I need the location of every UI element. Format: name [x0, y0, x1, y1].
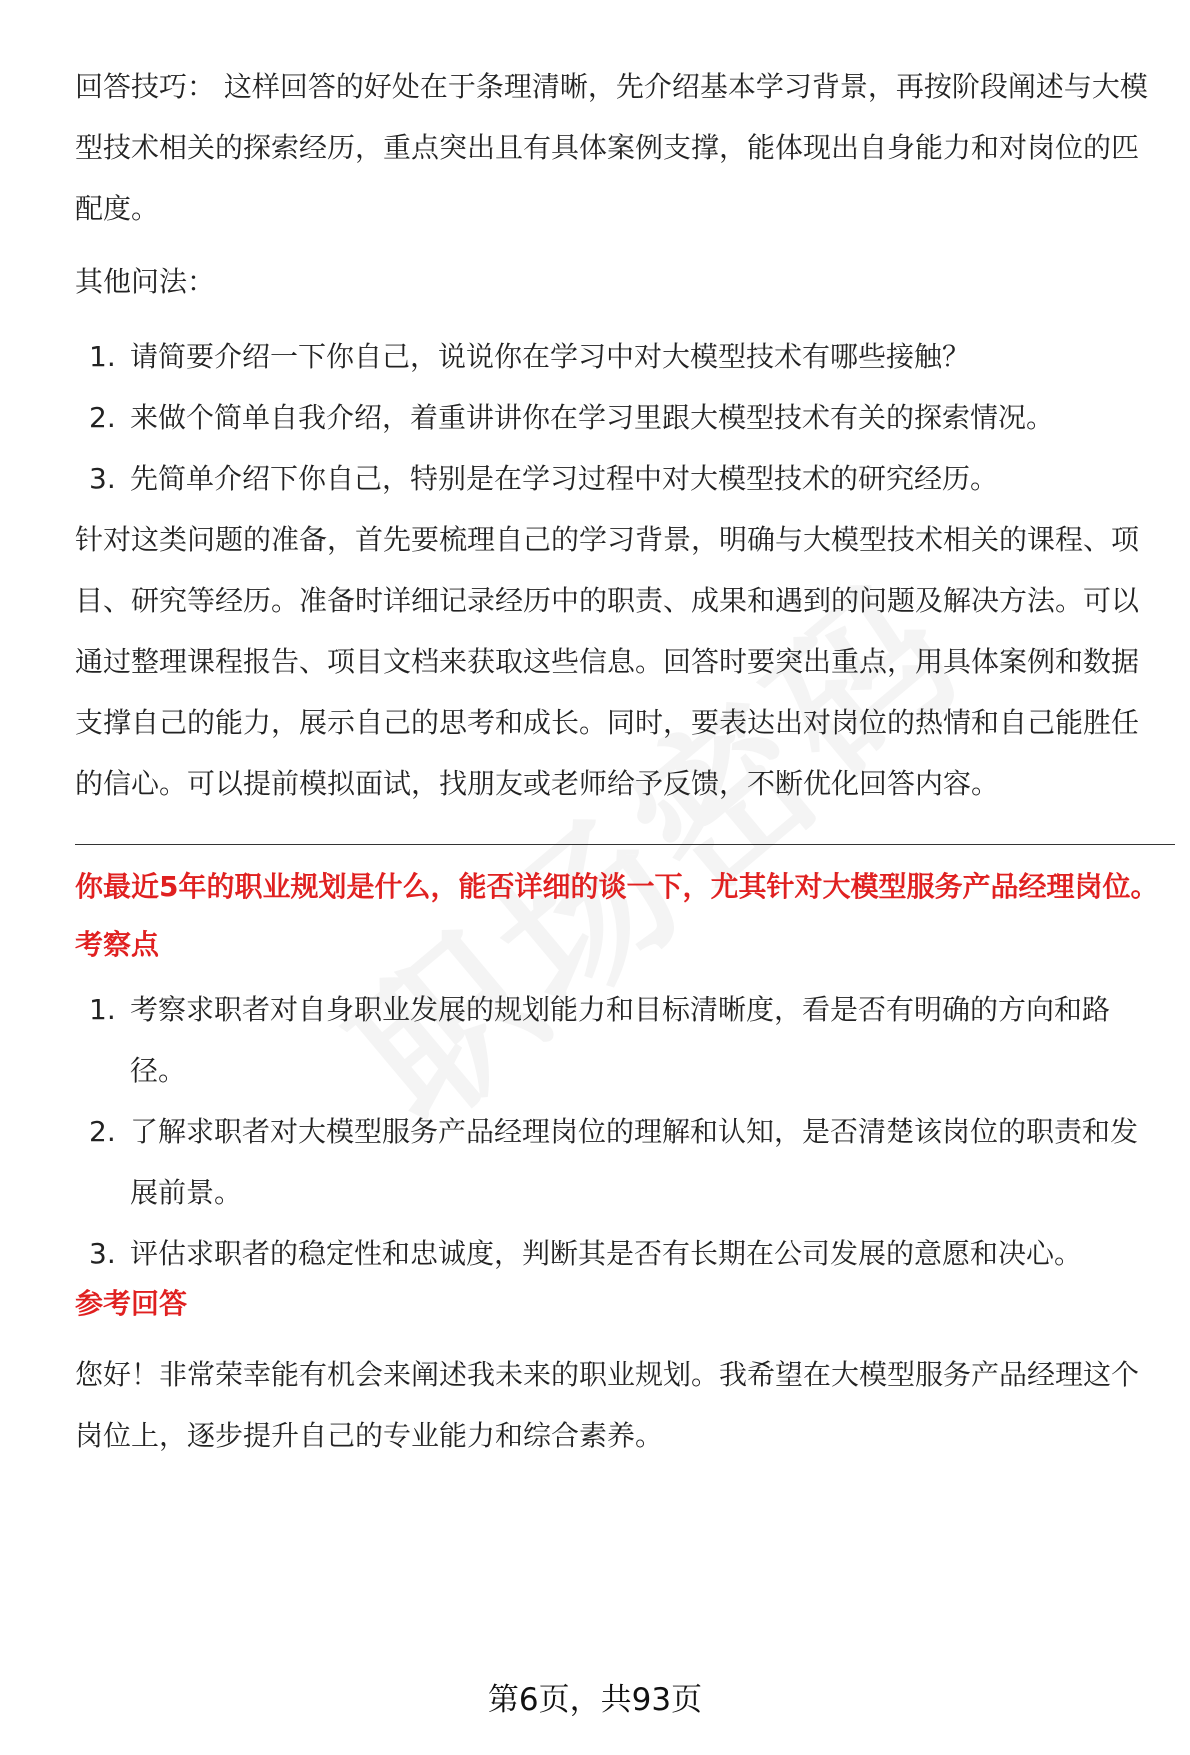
list-item-text: 请简要介绍一下你自己，说说你在学习中对大模型技术有哪些接触？ [130, 340, 971, 373]
page-number: 第6页，共93页 [487, 1682, 703, 1718]
reference-answer: 您好！非常荣幸能有机会来阐述我未来的职业规划。我希望在大模型服务产品经理这个岗位上，逐步提升自己的专业能力和综合素养。 [75, 1358, 1140, 1452]
list-number: 1. [89, 340, 116, 373]
list-number: 3. [89, 1237, 116, 1270]
assessment-list [75, 979, 1165, 1284]
list-number: 3. [89, 462, 116, 495]
answer-tip: 回答技巧： 这样回答的好处在于条理清晰，先介绍基本学习背景，再按阶段阐述与大模型技术相关的探索经历，重点突出且有具体案例支撑，能体现出自身能力和对岗位的匹配度。 [75, 70, 1148, 225]
list-item [75, 979, 1165, 1101]
list-item-text: 了解求职者对大模型服务产品经理岗位的理解和认知，是否清楚该岗位的职责和发展前景。 [130, 1115, 1139, 1209]
list-item [75, 387, 1165, 448]
document-body [75, 56, 1165, 1466]
list-item-text: 来做个简单自我介绍，着重讲讲你在学习里跟大模型技术有关的探索情况。 [130, 401, 1055, 434]
list-item [75, 1101, 1165, 1223]
list-item [75, 1223, 1165, 1284]
section-divider [75, 844, 1175, 845]
other-phrasings-list [75, 326, 1165, 509]
interview-question: 你最近5年的职业规划是什么，能否详细的谈一下，尤其针对大模型服务产品经理岗位。 [75, 870, 1159, 903]
assessment-heading: 考察点 [75, 928, 160, 961]
list-item-text: 评估求职者的稳定性和忠诚度，判断其是否有长期在公司发展的意愿和决心。 [130, 1237, 1083, 1270]
reference-answer-heading: 参考回答 [75, 1287, 188, 1320]
list-number: 2. [89, 401, 116, 434]
list-item-text: 考察求职者对自身职业发展的规划能力和目标清晰度，看是否有明确的方向和路径。 [130, 993, 1111, 1087]
list-number: 1. [89, 993, 116, 1026]
list-number: 2. [89, 1115, 116, 1148]
list-item [75, 448, 1165, 509]
list-item [75, 326, 1165, 387]
list-item-text: 先简单介绍下你自己，特别是在学习过程中对大模型技术的研究经历。 [130, 462, 999, 495]
preparation-paragraph: 针对这类问题的准备，首先要梳理自己的学习背景，明确与大模型技术相关的课程、项目、研究等经历。准备时详细记录经历中的职责、成果和遇到的问题及解决方法。可以通过整理课程报告、项目文档来获取这些信息。回答时要突出重点，用具体案例和数据支撑自己的能力，展示自己的思考和成长。同时，要表达出对岗位的热情和自己能胜任的信心。可以提前模拟面试，找朋友或老师给予反馈，不断优化回答内容。 [75, 523, 1140, 800]
other-phrasings-label: 其他问法： [75, 265, 216, 298]
